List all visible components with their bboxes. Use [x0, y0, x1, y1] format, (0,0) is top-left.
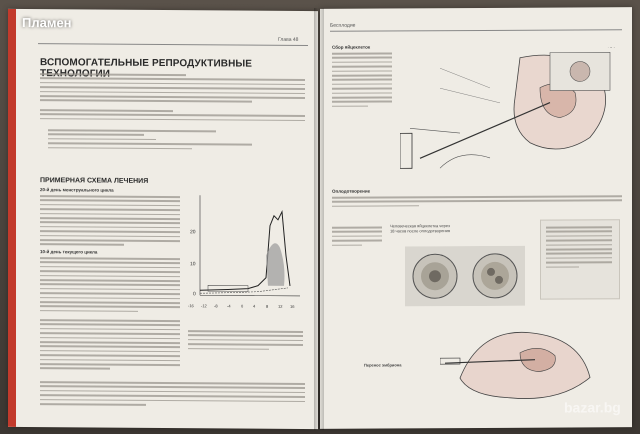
section-subtitle: ПРИМЕРНАЯ СХЕМА ЛЕЧЕНИЯ: [40, 177, 149, 185]
xtick-2: -12: [201, 303, 207, 309]
header-rule: [38, 43, 308, 46]
xtick-4: -4: [227, 303, 231, 309]
list-block: [48, 129, 288, 153]
egg-collection-illustration: [400, 47, 625, 178]
page-title: ВСПОМОГАТЕЛЬНЫЕ РЕПРОДУКТИВНЫЕ: [40, 57, 253, 70]
text-col-2: [40, 257, 180, 315]
section-fertilization: Оплодотворение: [332, 188, 371, 194]
chart-caption-text: [188, 330, 303, 353]
left-page: [8, 9, 318, 429]
intro-text-block: [40, 73, 305, 106]
collection-text: [332, 52, 392, 109]
ytick-0: 0: [193, 291, 196, 298]
right-page: [320, 7, 632, 429]
caption-egg: Человеческая яйцеклетка через 18 часов после оплодотворения: [390, 223, 451, 234]
bazar-logo: bazar.bg: [564, 399, 621, 416]
xtick-6: 4: [253, 303, 256, 309]
hormone-chart: [188, 185, 303, 326]
watermark-text: Пламен: [22, 15, 72, 31]
svg-text:-16 -12 -8 -: [188, 303, 295, 309]
embryo-transfer-illustration: [440, 307, 625, 408]
xtick-9: 16: [290, 303, 295, 309]
text-col-3: [40, 319, 180, 373]
egg-cell-photos: [405, 246, 525, 307]
xtick-8: 12: [278, 303, 283, 309]
info-box: [540, 219, 620, 299]
header-rule-right: [330, 29, 622, 32]
text-col-1: [40, 195, 180, 249]
left-sidebar-text: [332, 226, 382, 248]
text-block-2: [40, 109, 305, 124]
bottom-text: [40, 381, 305, 409]
xtick-7: 8: [266, 303, 269, 309]
red-edge-bar: [8, 9, 16, 427]
subhead-day20: 20-й день менструального цикла: [40, 187, 114, 193]
chapter-header: Глава 48: [278, 36, 299, 43]
section-header: Бесплодие: [330, 22, 356, 29]
xtick-5: 0: [241, 303, 244, 309]
ytick-20: 20: [190, 229, 196, 236]
book-spine: [314, 8, 324, 430]
subhead-day10: 10-й день текущего цикла: [40, 249, 98, 255]
xtick-3: -8: [214, 303, 218, 309]
caption-embryo-transfer: Перенос эмбриона: [364, 362, 402, 368]
fertilization-text: [332, 195, 622, 210]
xtick-1: -16: [188, 303, 194, 309]
section-collection: Сбор яйцеклеток: [332, 44, 371, 50]
ytick-10: 10: [190, 261, 196, 268]
